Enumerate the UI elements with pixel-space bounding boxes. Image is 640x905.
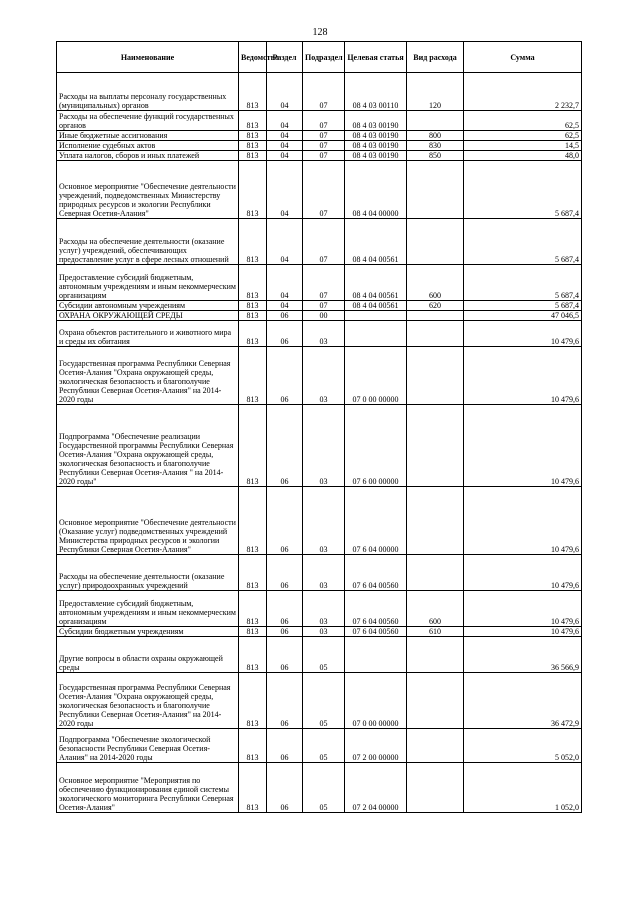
table-row xyxy=(57,405,582,487)
cell-name: Расходы на обеспечение функций государственных органов xyxy=(57,111,239,131)
cell-subsection: 05 xyxy=(303,673,345,729)
cell-section: 04 xyxy=(267,219,303,265)
cell-dept: 813 xyxy=(239,591,267,627)
cell-exp-type: 620 xyxy=(407,301,464,311)
cell-section: 06 xyxy=(267,673,303,729)
table-header-row xyxy=(57,42,582,73)
cell-amount: 48,0 xyxy=(464,151,582,161)
cell-exp-type xyxy=(407,347,464,405)
cell-amount: 62,5 xyxy=(464,131,582,141)
cell-name: Исполнение судебных актов xyxy=(57,141,239,151)
cell-subsection: 05 xyxy=(303,763,345,813)
cell-exp-type xyxy=(407,405,464,487)
cell-dept: 813 xyxy=(239,637,267,673)
cell-target: 08 4 04 00561 xyxy=(345,265,407,301)
cell-target: 07 0 00 00000 xyxy=(345,347,407,405)
cell-amount: 5 052,0 xyxy=(464,729,582,763)
cell-exp-type xyxy=(407,487,464,555)
cell-section: 06 xyxy=(267,405,303,487)
cell-exp-type xyxy=(407,729,464,763)
cell-amount: 14,5 xyxy=(464,141,582,151)
cell-subsection: 03 xyxy=(303,487,345,555)
cell-subsection: 07 xyxy=(303,141,345,151)
cell-exp-type xyxy=(407,219,464,265)
cell-exp-type: 610 xyxy=(407,627,464,637)
cell-dept: 813 xyxy=(239,321,267,347)
cell-section: 04 xyxy=(267,265,303,301)
table-row xyxy=(57,637,582,673)
cell-section: 04 xyxy=(267,141,303,151)
cell-subsection: 07 xyxy=(303,73,345,111)
cell-exp-type xyxy=(407,161,464,219)
cell-subsection: 03 xyxy=(303,627,345,637)
cell-amount: 1 052,0 xyxy=(464,763,582,813)
cell-dept: 813 xyxy=(239,219,267,265)
cell-target xyxy=(345,637,407,673)
cell-name: Государственная программа Республики Северная Осетия-Алания "Охрана окружающей среды, экологическая безопасность и благополучие Республики Северная Осетия-Алания" на 2014-2020 годы xyxy=(57,673,239,729)
cell-target: 08 4 03 00190 xyxy=(345,141,407,151)
cell-subsection: 03 xyxy=(303,405,345,487)
table-row xyxy=(57,151,582,161)
cell-target: 07 6 04 00560 xyxy=(345,591,407,627)
cell-exp-type: 850 xyxy=(407,151,464,161)
table-row xyxy=(57,729,582,763)
cell-dept: 813 xyxy=(239,161,267,219)
cell-name: ОХРАНА ОКРУЖАЮЩЕЙ СРЕДЫ xyxy=(57,311,239,321)
cell-subsection: 07 xyxy=(303,265,345,301)
cell-dept: 813 xyxy=(239,729,267,763)
budget-table xyxy=(56,41,582,813)
table-row xyxy=(57,301,582,311)
col-header-name: Наименование xyxy=(57,42,239,73)
cell-name: Основное мероприятие "Обеспечение деятельности учреждений, подведомственных Министерству природных ресурсов и экологии Республики Северная Осетия-Алания" xyxy=(57,161,239,219)
cell-name: Субсидии бюджетным учреждениям xyxy=(57,627,239,637)
cell-amount: 5 687,4 xyxy=(464,161,582,219)
cell-name: Подпрограмма "Обеспечение реализации Государственной программы Республики Северная Осетия-Алания "Охрана окружающей среды, экологическая безопасность и благополучие Республики Северная Осетия-Алания " на 2014-2020 годы" xyxy=(57,405,239,487)
cell-target: 07 0 00 00000 xyxy=(345,673,407,729)
cell-exp-type xyxy=(407,321,464,347)
cell-section: 06 xyxy=(267,311,303,321)
cell-name: Основное мероприятие "Мероприятия по обеспечению функционирования единой системы экологического мониторинга Республики Северная Осетия-Алания" xyxy=(57,763,239,813)
cell-amount: 10 479,6 xyxy=(464,591,582,627)
table-row xyxy=(57,627,582,637)
col-header-target: Целевая статья xyxy=(345,42,407,73)
cell-target: 08 4 04 00000 xyxy=(345,161,407,219)
cell-subsection: 05 xyxy=(303,637,345,673)
cell-dept: 813 xyxy=(239,301,267,311)
cell-subsection: 07 xyxy=(303,219,345,265)
cell-name: Расходы на обеспечение деятельности (оказание услуг) учреждений, обеспечивающих предоставление услуг в сфере лесных отношений xyxy=(57,219,239,265)
cell-name: Предоставление субсидий бюджетным, автономным учреждениям и иным некоммерческим организациям xyxy=(57,265,239,301)
cell-section: 06 xyxy=(267,487,303,555)
cell-section: 06 xyxy=(267,591,303,627)
cell-exp-type: 800 xyxy=(407,131,464,141)
cell-target xyxy=(345,321,407,347)
cell-subsection: 07 xyxy=(303,161,345,219)
cell-dept: 813 xyxy=(239,131,267,141)
cell-subsection: 03 xyxy=(303,555,345,591)
cell-target: 07 6 00 00000 xyxy=(345,405,407,487)
cell-exp-type: 830 xyxy=(407,141,464,151)
table-row xyxy=(57,161,582,219)
cell-section: 04 xyxy=(267,161,303,219)
col-header-amount: Сумма xyxy=(464,42,582,73)
table-row xyxy=(57,673,582,729)
cell-amount: 10 479,6 xyxy=(464,405,582,487)
table-row xyxy=(57,111,582,131)
cell-subsection: 07 xyxy=(303,151,345,161)
cell-dept: 813 xyxy=(239,141,267,151)
cell-subsection: 07 xyxy=(303,131,345,141)
cell-section: 06 xyxy=(267,729,303,763)
cell-dept: 813 xyxy=(239,265,267,301)
cell-target: 07 6 04 00000 xyxy=(345,487,407,555)
table-row xyxy=(57,763,582,813)
cell-target: 08 4 03 00110 xyxy=(345,73,407,111)
cell-subsection: 03 xyxy=(303,321,345,347)
cell-amount: 10 479,6 xyxy=(464,627,582,637)
cell-target: 07 6 04 00560 xyxy=(345,555,407,591)
table-row xyxy=(57,73,582,111)
cell-dept: 813 xyxy=(239,627,267,637)
cell-subsection: 07 xyxy=(303,301,345,311)
table-row xyxy=(57,131,582,141)
cell-amount: 36 566,9 xyxy=(464,637,582,673)
table-row xyxy=(57,321,582,347)
cell-name: Уплата налогов, сборов и иных платежей xyxy=(57,151,239,161)
cell-name: Расходы на выплаты персоналу государственных (муниципальных) органов xyxy=(57,73,239,111)
cell-exp-type xyxy=(407,311,464,321)
cell-subsection: 05 xyxy=(303,729,345,763)
table-row xyxy=(57,141,582,151)
cell-section: 06 xyxy=(267,627,303,637)
cell-target: 07 6 04 00560 xyxy=(345,627,407,637)
col-header-dept: Ведомство xyxy=(239,42,267,73)
cell-amount: 5 687,4 xyxy=(464,219,582,265)
cell-section: 04 xyxy=(267,131,303,141)
cell-section: 04 xyxy=(267,151,303,161)
cell-target: 08 4 03 00190 xyxy=(345,111,407,131)
cell-target: 08 4 03 00190 xyxy=(345,131,407,141)
cell-amount: 5 687,4 xyxy=(464,265,582,301)
cell-exp-type: 120 xyxy=(407,73,464,111)
cell-section: 06 xyxy=(267,321,303,347)
cell-name: Другие вопросы в области охраны окружающей среды xyxy=(57,637,239,673)
cell-amount: 5 687,4 xyxy=(464,301,582,311)
cell-section: 06 xyxy=(267,347,303,405)
cell-dept: 813 xyxy=(239,311,267,321)
cell-dept: 813 xyxy=(239,487,267,555)
cell-amount: 10 479,6 xyxy=(464,347,582,405)
cell-name: Иные бюджетные ассигнования xyxy=(57,131,239,141)
cell-name: Расходы на обеспечение деятельности (оказание услуг) природоохранных учреждений xyxy=(57,555,239,591)
cell-target: 08 4 04 00561 xyxy=(345,219,407,265)
cell-exp-type xyxy=(407,637,464,673)
cell-amount: 47 046,5 xyxy=(464,311,582,321)
cell-subsection: 07 xyxy=(303,111,345,131)
cell-name: Предоставление субсидий бюджетным, автономным учреждениям и иным некоммерческим организациям xyxy=(57,591,239,627)
cell-amount: 10 479,6 xyxy=(464,487,582,555)
cell-section: 06 xyxy=(267,555,303,591)
cell-section: 06 xyxy=(267,763,303,813)
col-header-section: Раздел xyxy=(267,42,303,73)
cell-exp-type: 600 xyxy=(407,265,464,301)
cell-section: 04 xyxy=(267,73,303,111)
cell-section: 04 xyxy=(267,111,303,131)
cell-name: Субсидии автономным учреждениям xyxy=(57,301,239,311)
cell-name: Подпрограмма "Обеспечение экологической безопасности Республики Северная Осетия-Алания" на 2014-2020 годы xyxy=(57,729,239,763)
cell-subsection: 03 xyxy=(303,591,345,627)
cell-exp-type xyxy=(407,111,464,131)
table-row xyxy=(57,487,582,555)
cell-dept: 813 xyxy=(239,73,267,111)
cell-target: 07 2 00 00000 xyxy=(345,729,407,763)
cell-amount: 10 479,6 xyxy=(464,555,582,591)
cell-exp-type: 600 xyxy=(407,591,464,627)
cell-amount: 36 472,9 xyxy=(464,673,582,729)
table-row xyxy=(57,219,582,265)
table-row xyxy=(57,311,582,321)
cell-target: 08 4 04 00561 xyxy=(345,301,407,311)
cell-amount: 62,5 xyxy=(464,111,582,131)
cell-target: 08 4 03 00190 xyxy=(345,151,407,161)
cell-dept: 813 xyxy=(239,763,267,813)
cell-exp-type xyxy=(407,763,464,813)
cell-name: Охрана объектов растительного и животного мира и среды их обитания xyxy=(57,321,239,347)
cell-dept: 813 xyxy=(239,555,267,591)
cell-subsection: 00 xyxy=(303,311,345,321)
cell-section: 06 xyxy=(267,637,303,673)
cell-amount: 2 232,7 xyxy=(464,73,582,111)
cell-exp-type xyxy=(407,555,464,591)
cell-name: Основное мероприятие "Обеспечение деятельности (Оказание услуг) подведомственных учреждений Министерства природных ресурсов и экологии Республики Северная Осетия-Алания" xyxy=(57,487,239,555)
col-header-exp-type: Вид расхода xyxy=(407,42,464,73)
cell-dept: 813 xyxy=(239,151,267,161)
cell-dept: 813 xyxy=(239,111,267,131)
col-header-subsection: Подраздел xyxy=(303,42,345,73)
page-number: 128 xyxy=(312,27,328,38)
cell-amount: 10 479,6 xyxy=(464,321,582,347)
cell-section: 04 xyxy=(267,301,303,311)
cell-dept: 813 xyxy=(239,405,267,487)
cell-target xyxy=(345,311,407,321)
table-row xyxy=(57,591,582,627)
cell-subsection: 03 xyxy=(303,347,345,405)
cell-exp-type xyxy=(407,673,464,729)
cell-dept: 813 xyxy=(239,347,267,405)
table-row xyxy=(57,555,582,591)
table-row xyxy=(57,265,582,301)
cell-target: 07 2 04 00000 xyxy=(345,763,407,813)
cell-name: Государственная программа Республики Северная Осетия-Алания "Охрана окружающей среды, экологическая безопасность и благополучие Республики Северная Осетия-Алания" на 2014-2020 годы xyxy=(57,347,239,405)
cell-dept: 813 xyxy=(239,673,267,729)
table-row xyxy=(57,347,582,405)
